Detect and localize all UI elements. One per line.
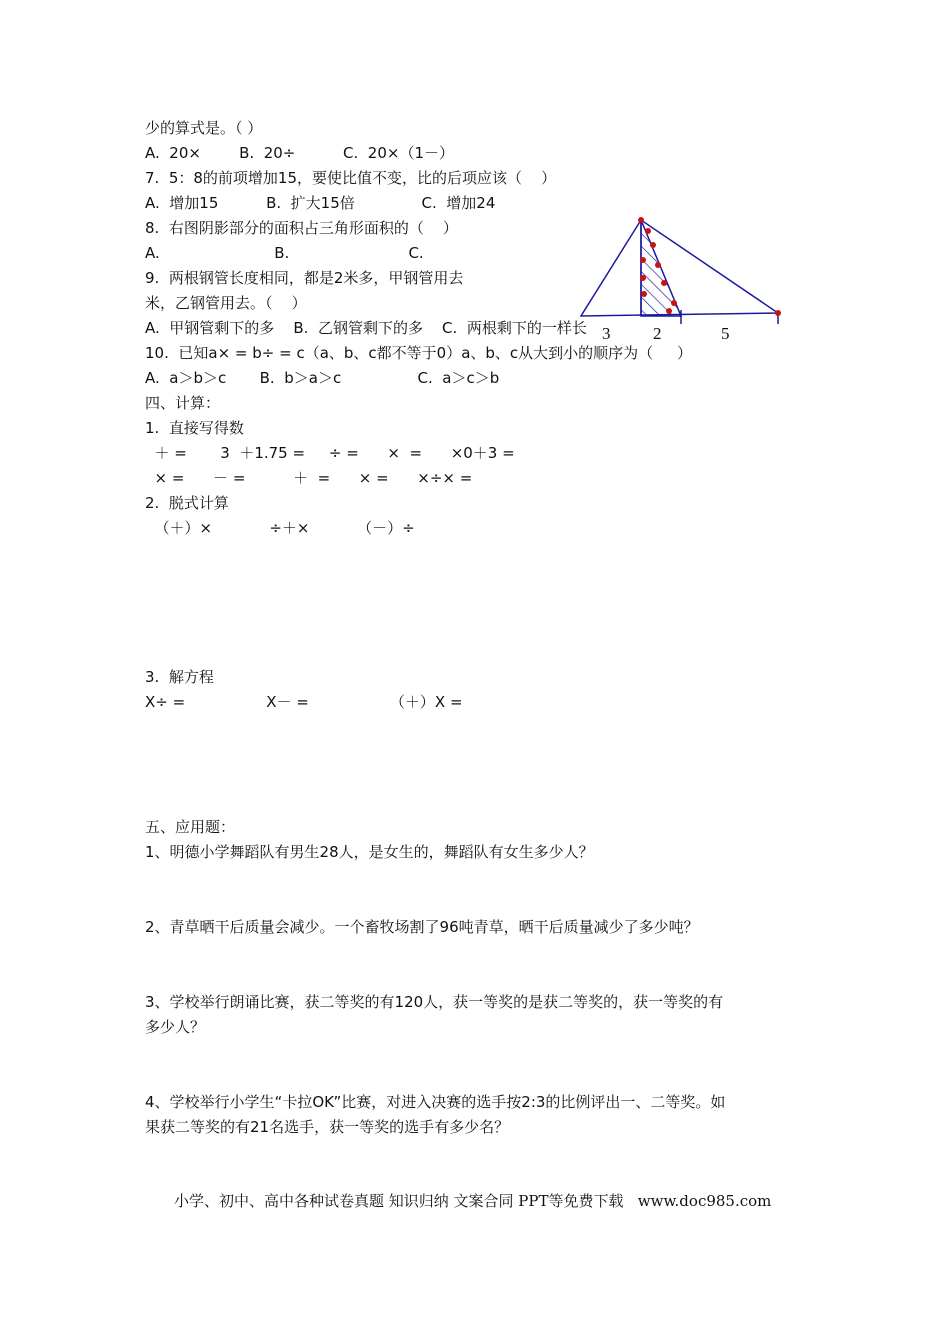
app-q4-cont: 果获二等奖的有21名选手，获一等奖的选手有多少名？: [145, 1118, 510, 1136]
q9-text: 9. 两根钢管长度相同，都是2米多，甲钢管用去: [145, 269, 464, 287]
section-4-heading: 四、计算：: [145, 394, 221, 412]
calc-1-heading: 1. 直接写得数: [145, 419, 244, 437]
q10-text: 10. 已知a× = b÷ = c（a、b、c都不等于0）a、b、c从大到小的顺序为（ ）: [145, 344, 693, 362]
q6-options: A. 20× B. 20÷ C. 20×（1－）: [145, 144, 455, 162]
calc-2-row: （＋）× ÷＋× （－）÷: [145, 519, 415, 537]
q10-options: A. a＞b＞c B. b＞a＞c C. a＞c＞b: [145, 369, 500, 387]
triangle-outline: [581, 220, 778, 316]
app-q2: 2、青草晒干后质量会减少。一个畜牧场割了96吨青草，晒干后质量减少了多少吨？: [145, 918, 699, 936]
app-q1: 1、明德小学舞蹈队有男生28人，是女生的，舞蹈队有女生多少人？: [145, 843, 594, 861]
q8-options: A. B. C.: [145, 244, 424, 262]
calc-1-row-1: ＋ = 3 ＋1.75 = ÷ = × = ×0＋3 =: [145, 444, 515, 462]
q-line-1: 少的算式是。（ ）: [145, 119, 263, 137]
q8-text: 8. 右图阴影部分的面积占三角形面积的（ ）: [145, 219, 458, 237]
app-q3-cont: 多少人？: [145, 1018, 206, 1036]
calc-3-heading: 3. 解方程: [145, 668, 214, 686]
footer-text: 小学、初中、高中各种试卷真题 知识归纳 文案合同 PPT等免费下载 www.doc985.com: [174, 1192, 772, 1210]
q9-options: A. 甲钢管剩下的多 B. 乙钢管剩下的多 C. 两根剩下的一样长: [145, 319, 587, 337]
calc-3-row: X÷ = X－ = （＋）X =: [145, 693, 463, 711]
q7-options: A. 增加15 B. 扩大15倍 C. 增加24: [145, 194, 496, 212]
calc-1-row-2: × = － = ＋ = × = ×÷× =: [145, 469, 473, 487]
app-q3: 3、学校举行朗诵比赛，获二等奖的有120人，获一等奖的是获二等奖的，获一等奖的有: [145, 993, 724, 1011]
label-3: 3: [602, 324, 611, 343]
calc-2-heading: 2. 脱式计算: [145, 494, 229, 512]
q7-text: 7. 5：8的前项增加15，要使比值不变，比的后项应该（ ）: [145, 169, 557, 187]
label-5: 5: [721, 324, 730, 343]
q9-text-cont: 米，乙钢管用去。（ ）: [145, 294, 307, 312]
app-q4: 4、学校举行小学生“卡拉OK”比赛，对进入决赛的选手按2:3的比例评出一、二等奖。如: [145, 1093, 726, 1111]
section-5-heading: 五、应用题：: [145, 818, 236, 836]
label-2: 2: [653, 324, 662, 343]
